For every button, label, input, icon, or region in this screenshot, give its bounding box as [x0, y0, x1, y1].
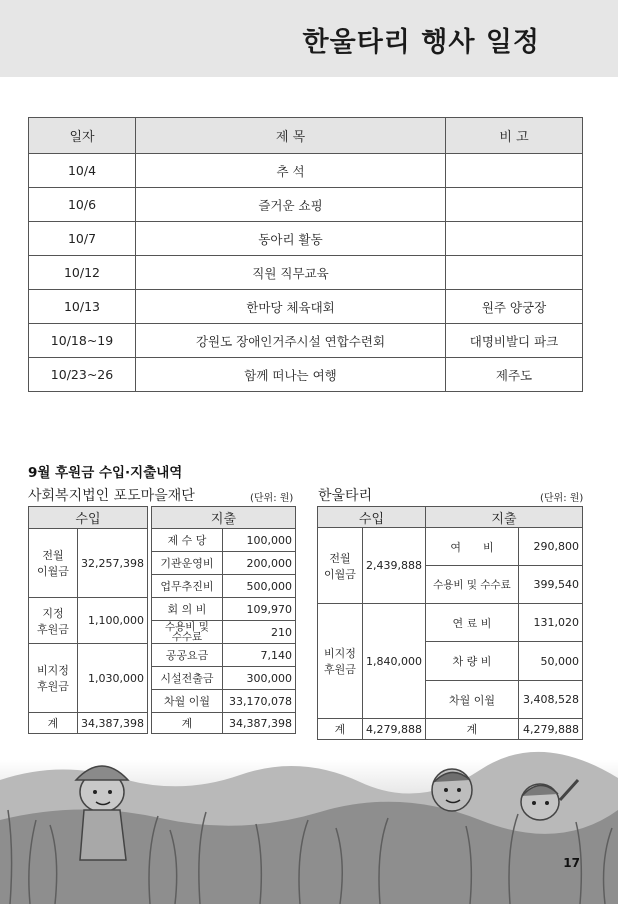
schedule-note — [446, 256, 583, 290]
income-total-label: 계 — [29, 713, 78, 734]
finance-section-title: 9월 후원금 수입·지출내역 — [28, 465, 183, 481]
schedule-note — [446, 222, 583, 256]
expense-label: 시설전출금 — [151, 667, 222, 690]
finance-total-row — [29, 713, 296, 734]
income-value: 1,030,000 — [78, 644, 148, 713]
schedule-header-title: 제 목 — [136, 118, 446, 154]
schedule-title: 강원도 장애인거주시설 연합수련회 — [136, 324, 446, 358]
expense-value: 200,000 — [222, 552, 295, 575]
income-value: 2,439,888 — [363, 528, 426, 604]
income-total-label: 계 — [318, 719, 363, 740]
grass-field-illustration — [0, 740, 618, 904]
table-row — [29, 222, 583, 256]
table-row — [29, 290, 583, 324]
expense-total-label: 계 — [151, 713, 222, 734]
schedule-note — [446, 188, 583, 222]
expense-label: 차월 이월 — [425, 681, 518, 719]
table-row — [29, 358, 583, 392]
income-header: 수입 — [318, 507, 426, 528]
schedule-date: 10/18~19 — [29, 324, 136, 358]
schedule-header-row — [29, 118, 583, 154]
finance-total-row — [318, 719, 583, 740]
income-label: 전월 이월금 — [29, 529, 78, 598]
schedule-title: 한마당 체육대회 — [136, 290, 446, 324]
schedule-date: 10/23~26 — [29, 358, 136, 392]
expense-label: 회 의 비 — [151, 598, 222, 621]
schedule-note — [446, 154, 583, 188]
left-org-name: 사회복지법인 포도마을재단 — [28, 488, 195, 504]
expense-value: 210 — [222, 621, 295, 644]
expense-label: 기관운영비 — [151, 552, 222, 575]
expense-value: 3,408,528 — [518, 681, 582, 719]
expense-label: 차월 이월 — [151, 690, 222, 713]
schedule-date: 10/6 — [29, 188, 136, 222]
left-unit-label: (단위: 원) — [250, 493, 294, 504]
schedule-title: 동아리 활동 — [136, 222, 446, 256]
expense-value: 290,800 — [518, 528, 582, 566]
schedule-header-note: 비 고 — [446, 118, 583, 154]
expense-header: 지출 — [425, 507, 582, 528]
right-org-name: 한울타리 — [318, 488, 373, 504]
right-unit-label: (단위: 원) — [540, 493, 584, 504]
income-total-value: 34,387,398 — [78, 713, 148, 734]
finance-row — [29, 529, 296, 552]
schedule-title: 직원 직무교육 — [136, 256, 446, 290]
expense-value: 7,140 — [222, 644, 295, 667]
finance-row — [318, 528, 583, 566]
income-value: 32,257,398 — [78, 529, 148, 598]
table-row — [29, 256, 583, 290]
finance-row — [29, 644, 296, 667]
schedule-note: 원주 양궁장 — [446, 290, 583, 324]
expense-total-value: 4,279,888 — [518, 719, 582, 740]
income-label: 비지정 후원금 — [318, 604, 363, 719]
finance-header-row — [29, 507, 296, 529]
expense-label: 차 량 비 — [425, 642, 518, 681]
expense-total-label: 계 — [425, 719, 518, 740]
expense-label: 연 료 비 — [425, 604, 518, 642]
income-total-value: 4,279,888 — [363, 719, 426, 740]
child-smiling-figure — [432, 769, 472, 811]
schedule-note: 제주도 — [446, 358, 583, 392]
expense-label: 수용비 및 수수료 — [151, 621, 222, 644]
expense-value: 50,000 — [518, 642, 582, 681]
schedule-table — [28, 117, 583, 392]
right-finance-table — [317, 506, 583, 740]
schedule-title: 즐거운 쇼핑 — [136, 188, 446, 222]
expense-label: 제 수 당 — [151, 529, 222, 552]
schedule-title: 함께 떠나는 여행 — [136, 358, 446, 392]
income-label: 비지정 후원금 — [29, 644, 78, 713]
table-row — [29, 188, 583, 222]
income-label: 전월 이월금 — [318, 528, 363, 604]
income-value: 1,840,000 — [363, 604, 426, 719]
expense-value: 33,170,078 — [222, 690, 295, 713]
left-finance-table — [28, 506, 296, 734]
expense-value: 109,970 — [222, 598, 295, 621]
schedule-date: 10/13 — [29, 290, 136, 324]
table-row — [29, 324, 583, 358]
expense-total-value: 34,387,398 — [222, 713, 295, 734]
page-number: 17 — [563, 856, 580, 870]
expense-value: 131,020 — [518, 604, 582, 642]
expense-value: 300,000 — [222, 667, 295, 690]
page-title: 한울타리 행사 일정 — [302, 27, 540, 58]
expense-label: 수용비 및 수수료 — [425, 566, 518, 604]
expense-value: 500,000 — [222, 575, 295, 598]
finance-row — [318, 604, 583, 642]
schedule-date: 10/7 — [29, 222, 136, 256]
income-header: 수입 — [29, 507, 148, 529]
finance-header-row — [318, 507, 583, 528]
schedule-note: 대명비발디 파크 — [446, 324, 583, 358]
child-with-hat-figure — [76, 766, 128, 860]
schedule-date: 10/4 — [29, 154, 136, 188]
expense-label: 여 비 — [425, 528, 518, 566]
schedule-date: 10/12 — [29, 256, 136, 290]
expense-label: 공공요금 — [151, 644, 222, 667]
schedule-title: 추 석 — [136, 154, 446, 188]
expense-value: 100,000 — [222, 529, 295, 552]
schedule-header-date: 일자 — [29, 118, 136, 154]
expense-label: 업무추진비 — [151, 575, 222, 598]
income-label: 지정 후원금 — [29, 598, 78, 644]
expense-header: 지출 — [151, 507, 295, 529]
expense-value: 399,540 — [518, 566, 582, 604]
income-value: 1,100,000 — [78, 598, 148, 644]
finance-row — [29, 598, 296, 621]
table-row — [29, 154, 583, 188]
